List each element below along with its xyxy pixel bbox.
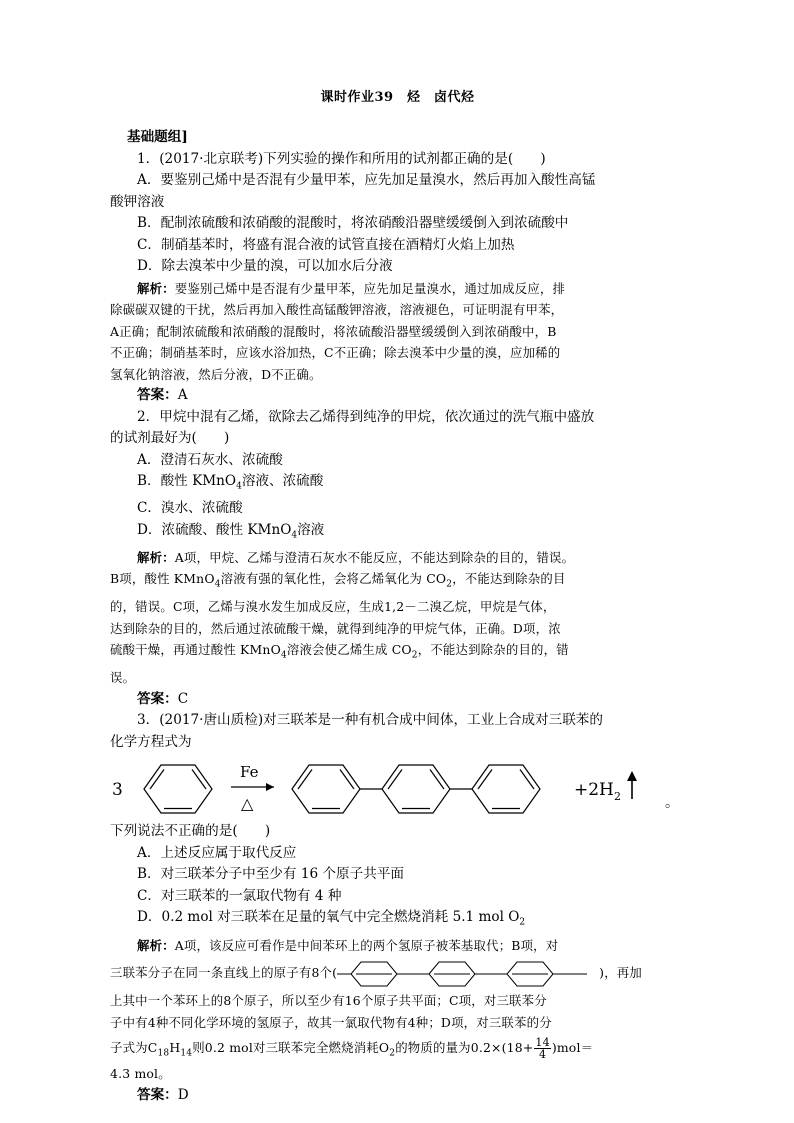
q3-explanation-3: 上其中一个苯环上的8个原子，所以至少有16个原子共平面；C项，对三联苯分: [110, 993, 547, 1009]
q3-stem: 3．(2017·唐山质检)对三联苯是一种有机合成中间体，工业上合成对三联苯的: [137, 712, 603, 729]
reaction-equation: [110, 757, 685, 819]
q1-answer: [110, 385, 685, 407]
benzene-ring-reactant: [144, 765, 212, 813]
q2-option-a: A．澄清石灰水、浓硫酸: [137, 451, 283, 468]
q2-answer-label: 答案：: [137, 690, 178, 707]
q1-answer-label: 答案：: [137, 387, 178, 403]
question-2: [110, 407, 685, 711]
q2-option-b: B．酸性 KMnO$_4$溶液、浓硫酸: [137, 473, 324, 492]
q2-explanation-4: 达到除杂的目的，然后通过浓硫酸干燥，就得到纯净的甲烷气体，正确。D项，浓: [110, 620, 561, 636]
q3-stem-cont: 化学方程式为: [110, 733, 192, 750]
q2-explanation-label: 解析：: [137, 549, 175, 565]
q1-option-a-cont: 酸钾溶液: [110, 193, 165, 210]
q1-option-b: B．配制浓硫酸和浓硝酸的混酸时，将浓硝酸沿器壁缓缓倒入到浓硫酸中: [137, 215, 569, 231]
q1-stem: 1．(2017·北京联考)下列实验的操作和所用的试剂都正确的是( ): [137, 150, 546, 167]
fraction: $\frac{14}{4}$: [535, 1036, 550, 1062]
q3-ask: 下列说法不正确的是( ): [110, 823, 271, 840]
reaction-coefficient: 3: [112, 780, 123, 801]
q2-option-d: D．浓硫酸、酸性 KMnO$_4$溶液: [137, 521, 325, 541]
q2-explanation-5: 硫酸干燥，再通过酸性 KMnO$_4$溶液会使乙烯生成 $CO_2$，不能达到除杂的目的，错: [110, 642, 569, 661]
q2-stem: 2．甲烷中混有乙烯，欲除去乙烯得到纯净的甲烷，依次通过的洗气瓶中盛放: [137, 408, 595, 425]
q1-explanation-3: A正确；配制浓硫酸和浓硝酸的混酸时，将浓硫酸沿器壁缓缓倒入到浓硝酸中，B: [110, 323, 557, 339]
reaction-arrowhead: [266, 783, 274, 791]
q2-explanation-1: 解析：A项，甲烷、乙烯与澄清石灰水不能反应，不能达到除杂的目的，错误。: [137, 549, 575, 565]
reaction-equation-diagram: [110, 757, 685, 819]
q3-explanation-label: 解析：: [137, 937, 175, 953]
q1-explanation-4: 不正确；制硝基苯时，应该水浴加热，C不正确；除去溴苯中少量的溴，应加稀的: [110, 345, 561, 360]
q3-explanation-1: 解析：A项，该反应可看作是中间苯环上的两个氢原子被苯基取代；B项，对: [137, 937, 559, 953]
q1-explanation-2: 除碳碳双键的干扰，然后再加入酸性高锰酸钾溶液，溶液褪色，可证明混有甲苯，: [110, 302, 564, 317]
q1-option-c: C．制硝基苯时，将盛有混合液的试管直接在酒精灯火焰上加热: [137, 236, 515, 253]
q2-stem-cont: 的试剂最好为( ): [110, 430, 230, 446]
product-hydrogen: +2H: [574, 780, 614, 801]
p-terphenyl-inline-icon: [337, 959, 599, 989]
question-3: [110, 710, 685, 1106]
q2-explanation-6: 误。: [110, 670, 136, 686]
q3-option-a: A．上述反应属于取代反应: [137, 844, 297, 861]
q3-explanation-2: 三联苯分子在同一条直线上的原子有8个( )，再加: [110, 956, 685, 990]
hydrogen-subscript: 2: [614, 790, 621, 804]
q2-explanation-3: 的，错误。C项，乙烯与溴水发生加成反应，生成1,2－二溴乙烷，甲烷是气体，: [110, 599, 556, 615]
q3-answer-value: D: [177, 1086, 189, 1103]
q3-option-d: D．0.2 mol 对三联苯在足量的氧气中完全燃烧消耗 5.1 mol $O_2$: [137, 909, 526, 929]
q3-option-b: B．对三联苯分子中至少有 16 个原子共平面: [137, 866, 405, 883]
heat-symbol: △: [241, 794, 254, 814]
q1-explanation-label: 解析：: [137, 280, 175, 296]
q3-explanation-4: 子中有4种不同化学环境的氢原子，故其一氯取代物有4种；D项，对三联苯的分: [110, 1014, 552, 1030]
document-page: [110, 86, 685, 1106]
gas-arrowhead-icon: [627, 771, 637, 781]
q3-answer-label: 答案：: [137, 1086, 178, 1103]
catalyst-label: Fe: [240, 763, 259, 782]
q2-answer-value: C: [177, 690, 189, 707]
q3-explanation-6: 4.3 mol。: [110, 1066, 171, 1082]
q1-answer-value: A: [177, 387, 188, 403]
p-terphenyl-molecule: [292, 765, 540, 813]
q3-answer: [110, 1085, 685, 1107]
q1-option-d: D．除去溴苯中少量的溴，可以加水后分液: [137, 258, 393, 274]
q3-explanation-5: 子式为$C_{18}H_{14}$则0.2 mol对三联苯完全燃烧消耗$O_2$的物质的量为0.2×(18+ $\frac{14}{4}$ )mol＝: [110, 1036, 594, 1062]
page-title: 课时作业39 烃 卤代烃: [320, 90, 475, 105]
q2-option-c: C．溴水、浓硫酸: [137, 500, 243, 517]
q1-option-a: A．要鉴别己烯中是否混有少量甲苯，应先加足量溴水，然后再加入酸性高锰: [137, 172, 596, 188]
q2-explanation-2: B项，酸性 KMnO$_4$溶液有强的氧化性，会将乙烯氧化为 $CO_2$，不能达到除杂的目: [110, 571, 566, 590]
q1-explanation-5: 氢氧化钠溶液，然后分液，D不正确。: [110, 366, 322, 382]
q2-answer: [110, 689, 685, 711]
q1-explanation-1: 解析：要鉴别己烯中是否混有少量甲苯，应先加足量溴水，通过加成反应，排: [137, 280, 566, 296]
question-1: [110, 149, 685, 407]
equation-period: 。: [665, 795, 679, 812]
section-heading: 基础题组]: [127, 129, 188, 145]
q3-option-c: C．对三联苯的一氯取代物有 4 种: [137, 887, 342, 904]
